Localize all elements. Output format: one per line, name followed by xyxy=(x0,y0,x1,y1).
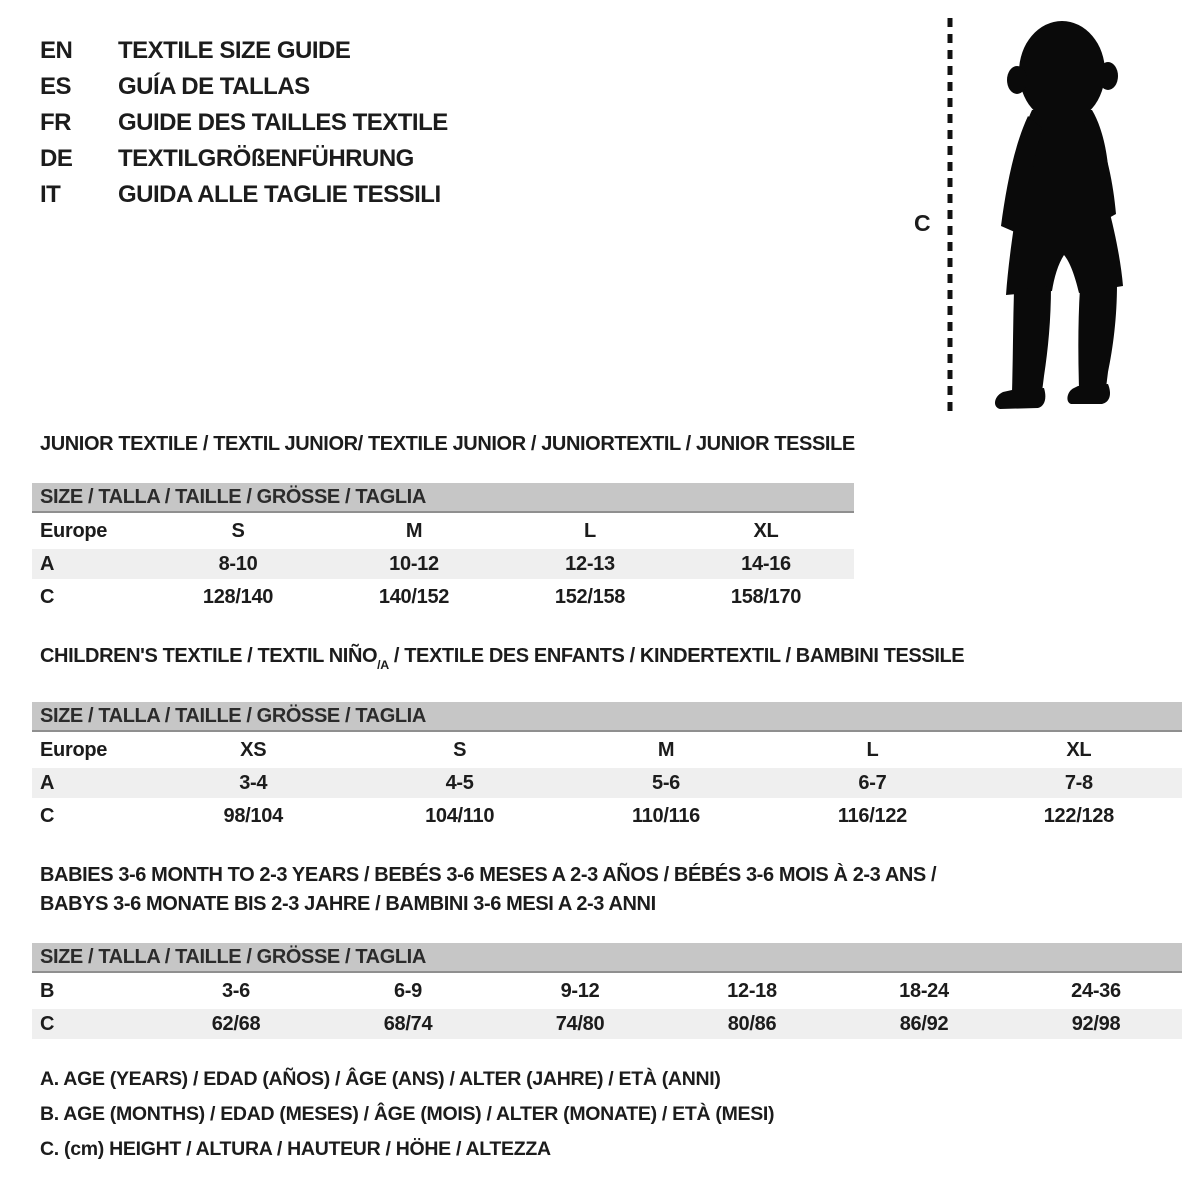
size-cell: 116/122 xyxy=(837,804,907,827)
language-code: ES xyxy=(40,73,72,100)
language-title: TEXTILGRÖßENFÜHRUNG xyxy=(118,145,414,172)
size-cell: 10-12 xyxy=(389,552,439,575)
size-cell: 6-7 xyxy=(858,771,887,794)
language-code: EN xyxy=(40,37,73,64)
size-guide-sections xyxy=(32,430,1182,1069)
table-row xyxy=(32,801,1182,831)
size-cell: S xyxy=(231,519,245,542)
language-row xyxy=(40,33,448,69)
size-cell: 128/140 xyxy=(202,585,274,608)
size-cell: 3-6 xyxy=(221,979,250,1002)
size-cell: XL xyxy=(1066,738,1092,761)
size-cell: 3-4 xyxy=(239,771,268,794)
table-row xyxy=(32,582,854,612)
language-row xyxy=(40,141,448,177)
row-label: Europe xyxy=(40,738,108,761)
section-title xyxy=(32,430,1182,459)
size-section xyxy=(32,861,1182,1039)
table-row xyxy=(32,768,1182,798)
language-code: IT xyxy=(40,181,61,208)
size-section xyxy=(32,642,1182,831)
size-cell: 7-8 xyxy=(1064,771,1093,794)
title-text: JUNIOR TEXTILE / TEXTIL JUNIOR/ TEXTILE JUNIOR / JUNIORTEXTIL / JUNIOR TESSILE xyxy=(40,433,855,455)
section-title-line xyxy=(40,861,1182,890)
footnote: B. AGE (MONTHS) / EDAD (MESES) / ÂGE (MOIS) / ALTER (MONATE) / ETÀ (MESI) xyxy=(40,1103,775,1125)
size-cell: 62/68 xyxy=(211,1012,261,1035)
title-subscript: /A xyxy=(377,658,389,672)
size-cell: 140/152 xyxy=(378,585,450,608)
size-cell: 92/98 xyxy=(1071,1012,1121,1035)
size-cell: XS xyxy=(240,738,267,761)
table-row xyxy=(32,516,854,546)
row-label: B xyxy=(40,979,55,1002)
size-cell: 110/116 xyxy=(632,804,701,827)
measure-label-c: C xyxy=(914,210,931,236)
table-row xyxy=(32,549,854,579)
language-row xyxy=(40,69,448,105)
table-row xyxy=(32,735,1182,765)
footnotes xyxy=(40,1062,774,1167)
toddler-silhouette-graphic xyxy=(900,14,1160,426)
height-measure-figure xyxy=(900,14,1160,426)
size-cell: 14-16 xyxy=(741,552,791,575)
row-label: A xyxy=(40,771,55,794)
section-title xyxy=(32,642,1182,678)
size-cell: 86/92 xyxy=(899,1012,949,1035)
title-text: BABYS 3-6 MONATE BIS 2-3 JAHRE / BAMBINI 3-6 MESI A 2-3 ANNI xyxy=(40,893,656,915)
language-row xyxy=(40,105,448,141)
toddler-silhouette-icon xyxy=(995,21,1123,409)
size-cell: 4-5 xyxy=(445,771,474,794)
size-cell: 9-12 xyxy=(560,979,600,1002)
language-title: TEXTILE SIZE GUIDE xyxy=(118,37,351,64)
size-cell: 104/110 xyxy=(425,804,495,827)
size-cell: L xyxy=(584,519,596,542)
language-title: GUIDA ALLE TAGLIE TESSILI xyxy=(118,181,441,208)
size-cell: M xyxy=(657,738,675,761)
size-cell: L xyxy=(866,738,879,761)
section-title-line xyxy=(40,430,1182,459)
footnote: A. AGE (YEARS) / EDAD (AÑOS) / ÂGE (ANS) / ALTER (JAHRE) / ETÀ (ANNI) xyxy=(40,1068,721,1090)
size-cell: 8-10 xyxy=(218,552,258,575)
section-title xyxy=(32,861,1182,919)
language-title: GUIDE DES TAILLES TEXTILE xyxy=(118,109,448,136)
size-cell: M xyxy=(405,519,423,542)
section-title-line xyxy=(40,642,1182,678)
section-title-line xyxy=(40,890,1182,919)
size-header-bar: SIZE / TALLA / TAILLE / GRÖSSE / TAGLIA xyxy=(32,702,1182,732)
footnote: C. (cm) HEIGHT / ALTURA / HAUTEUR / HÖHE / ALTEZZA xyxy=(40,1138,551,1160)
size-table xyxy=(32,976,1182,1039)
size-cell: 12-13 xyxy=(565,552,615,575)
language-row xyxy=(40,177,448,213)
size-cell: XL xyxy=(753,519,779,542)
title-text: BABIES 3-6 MONTH TO 2-3 YEARS / BEBÉS 3-6 MESES A 2-3 AÑOS / BÉBÉS 3-6 MOIS À 2-3 ANS / xyxy=(40,864,937,886)
size-cell: 122/128 xyxy=(1043,804,1114,827)
size-header-bar: SIZE / TALLA / TAILLE / GRÖSSE / TAGLIA xyxy=(32,943,1182,973)
language-code: DE xyxy=(40,145,73,172)
title-text: / TEXTILE DES ENFANTS / KINDERTEXTIL / BAMBINI TESSILE xyxy=(388,645,965,667)
row-label: C xyxy=(40,585,55,608)
size-cell: 12-18 xyxy=(727,979,777,1002)
size-cell: 18-24 xyxy=(899,979,949,1002)
row-label: C xyxy=(40,804,55,827)
size-cell: S xyxy=(453,738,467,761)
row-label: A xyxy=(40,552,55,575)
table-row xyxy=(32,1009,1182,1039)
size-cell: 158/170 xyxy=(730,585,802,608)
size-cell: 6-9 xyxy=(393,979,422,1002)
language-code: FR xyxy=(40,109,71,136)
row-label: C xyxy=(40,1012,55,1035)
size-cell: 74/80 xyxy=(555,1012,605,1035)
size-header-bar: SIZE / TALLA / TAILLE / GRÖSSE / TAGLIA xyxy=(32,483,854,513)
language-header xyxy=(40,33,448,213)
size-cell: 80/86 xyxy=(727,1012,777,1035)
language-title: GUÍA DE TALLAS xyxy=(118,73,310,100)
size-cell: 68/74 xyxy=(383,1012,433,1035)
row-label: Europe xyxy=(40,519,108,542)
title-text: CHILDREN'S TEXTILE / TEXTIL NIÑO xyxy=(40,645,378,667)
size-section xyxy=(32,430,1182,612)
table-row xyxy=(32,976,1182,1006)
size-table xyxy=(32,735,1182,831)
size-table xyxy=(32,516,854,612)
size-cell: 24-36 xyxy=(1071,979,1121,1002)
size-cell: 152/158 xyxy=(554,585,626,608)
size-cell: 98/104 xyxy=(223,804,283,827)
size-cell: 5-6 xyxy=(652,771,681,794)
